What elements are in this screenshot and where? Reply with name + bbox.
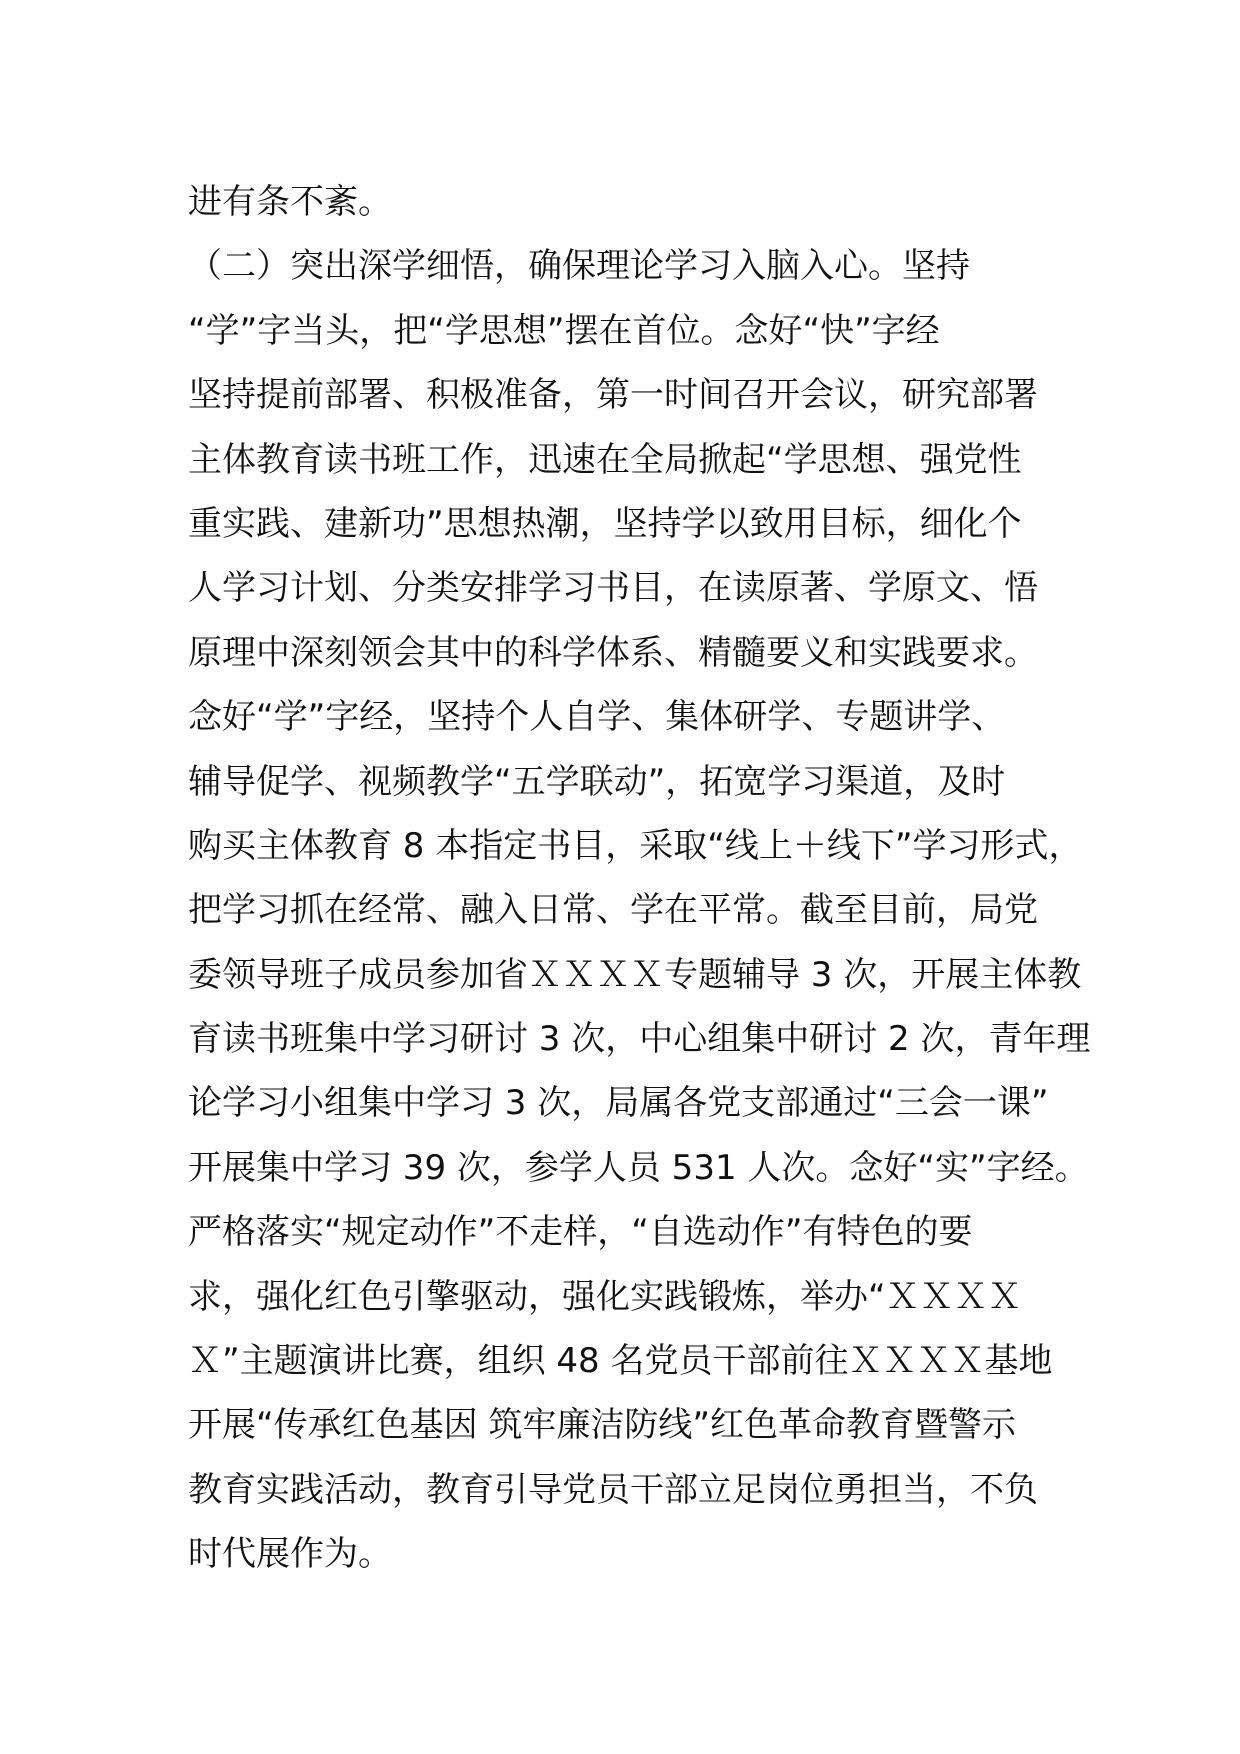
text-line: 人学习计划、分类安排学习书目，在读原著、学原文、悟 [188,568,1038,609]
text-line: 委领导班子成员参加省ＸＸＸＸ专题辅导 3 次，开展主体教 [188,954,1082,995]
text-line: 原理中深刻领会其中的科学体系、精髓要义和实践要求。 [188,632,1038,673]
text-line: 教育实践活动，教育引导党员干部立足岗位勇担当，不负 [188,1469,1038,1510]
text-line: 主体教育读书班工作，迅速在全局掀起“学思想、强党性 [188,439,1022,480]
text-line: 严格落实“规定动作”不走样，“自选动作”有特色的要 [188,1212,973,1253]
text-line: 购买主体教育 8 本指定书目，采取“线上＋线下”学习形式， [188,825,1083,866]
section-heading-line: （二）突出深学细悟，确保理论学习入脑入心。坚持 [188,246,970,287]
text-line: 坚持提前部署、积极准备，第一时间召开会议，研究部署 [188,375,1038,416]
text-line: 开展“传承红色基因 筑牢廉洁防线”红色革命教育暨警示 [188,1405,1017,1446]
text-line: “学”字当头，把“学思想”摆在首位。念好“快”字经 [188,310,940,351]
text-line: 把学习抓在经常、融入日常、学在平常。截至目前，局党 [188,890,1038,931]
text-line: 育读书班集中学习研讨 3 次，中心组集中研讨 2 次，青年理 [188,1019,1091,1060]
text-line: Ｘ”主题演讲比赛，组织 48 名党员干部前往ＸＸＸＸ基地 [188,1341,1053,1382]
text-line: 开展集中学习 39 次，参学人员 531 人次。念好“实”字经。 [188,1147,1089,1188]
text-line: 辅导促学、视频教学“五学联动”，拓宽学习渠道，及时 [188,761,1006,802]
text-line: 念好“学”字经，坚持个人自学、集体研学、专题讲学、 [188,697,1006,738]
text-line: 时代展作为。 [188,1534,392,1575]
body-text [188,170,1091,1587]
text-line: 求，强化红色引擎驱动，强化实践锻炼，举办“ＸＸＸＸ [188,1276,1022,1317]
text-line: 进有条不紊。 [188,182,392,222]
text-line: 论学习小组集中学习 3 次，局属各党支部通过“三会一课” [188,1083,1049,1124]
text-line: 重实践、建新功”思想热潮，坚持学以致用目标，细化个 [188,503,1022,544]
